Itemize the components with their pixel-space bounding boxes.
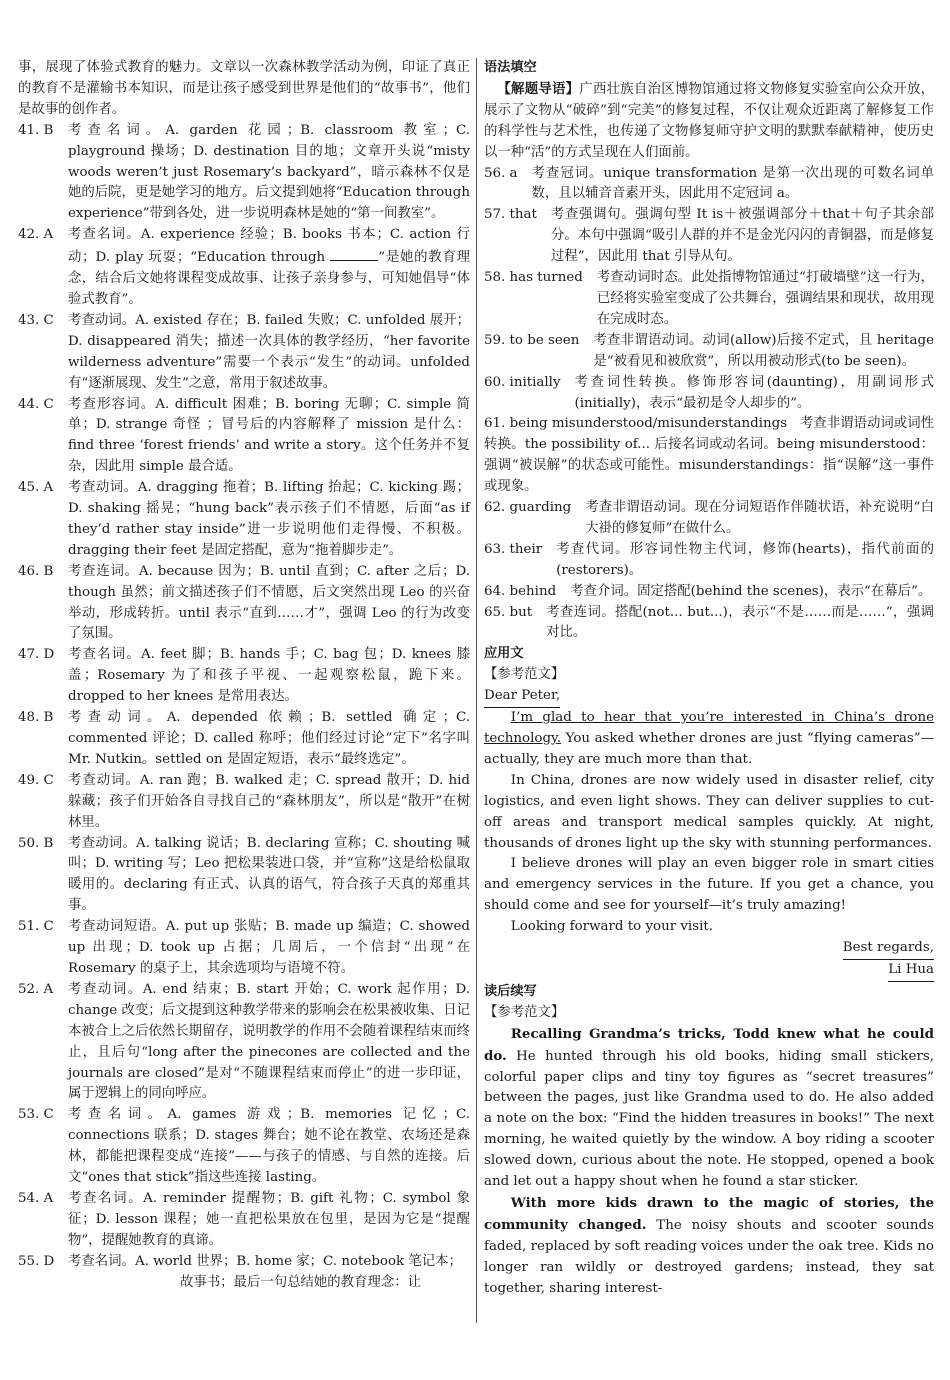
answer-46 (18, 562, 470, 646)
answer-explanation: 考查非谓语动词或词性转换。the possibility of... 后接名词或动名词。being misunderstood：强调“被误解”的状态或可能性。misunderstandings：指“误解”这一事件或现象。 (484, 416, 934, 495)
letter-paragraph-3: I believe drones will play an even bigger role in smart cities and emergency services in the future. If you get a chance, you should come and see for yourself—it’s truly amazing! (484, 856, 934, 914)
answer-number: 54. A (18, 1190, 54, 1206)
answer-explanation: 考查强调句。强调句型 It is＋被强调部分＋that＋句子其余部分。本句中强调“吸引人群的并不是金光闪闪的青铜器，而是修复过程”，因此用 that 引导从句。 (550, 207, 934, 265)
answer-50 (18, 834, 470, 918)
answer-explanation: 考查名词。A. reminder 提醒物；B. gift 礼物；C. symbol 象征；D. lesson 课程；她一直把松果放在包里，是因为它是“提醒物”，提醒她教育的真谛。 (68, 1190, 470, 1248)
section-heading-grammar: 语法填空 (484, 60, 537, 75)
letter-paragraph-2: In China, drones are now widely used in disaster relief, city logistics, and even light shows. They can deliver supplies to cut-off areas and transport medical samples quickly. At night, thousands of drones light up the sky with stunning performances. (484, 772, 934, 851)
answer-number: 42. A (18, 227, 54, 243)
answer-55 (18, 1252, 470, 1294)
answer-48 (18, 708, 470, 771)
answer-explanation: 考查名词。A. experience 经验；B. books 书本；C. action 行动；D. play 玩耍；“Education through ”是她的教育理念，结合后文她将课程变成故事、让孩子亲身参与，可知她倡导“体验式教育”。 (68, 227, 470, 307)
answer-explanation: 考查动词。A. existed 存在；B. failed 失败；C. unfolded 展开；D. disappeared 消失；描述一次具体的教学经历，“her favorite wilderness adventure”需要一个表示“发生”的动词。unfolded 有“逐渐展现、发生”之意，常用于叙述故事。 (68, 312, 470, 391)
answer-explanation: 考查动词。A. ran 跑；B. walked 走；C. spread 散开；D. hid 躲藏；孩子们开始各自寻找自己的“森林朋友”，所以是“散开”在树林里。 (68, 772, 470, 830)
answer-49 (18, 771, 470, 834)
column-divider (476, 58, 477, 1323)
section-heading-continuation: 读后续写 (484, 983, 537, 999)
answer-53 (18, 1105, 470, 1189)
letter-closing: Best regards, (484, 938, 934, 960)
answer-59 (484, 331, 934, 373)
letter-signature: Li Hua (484, 960, 934, 982)
answer-number: 50. B (18, 835, 54, 851)
answer-64 (484, 582, 934, 603)
letter-paragraph-4: Looking forward to your visit. (510, 919, 714, 935)
answer-explanation: 考查形容词。A. difficult 困难；B. boring 无聊；C. simple 简单；D. strange 奇怪 ；冒号后的内容解释了 mission 是什么：find three ‘forest friends’ and write a story。这个任务并不复杂，因此用 simple 最合适。 (68, 396, 470, 475)
answer-explanation: 考查动词。A. end 结束；B. start 开始；C. work 起作用；D. change 改变；后文提到这种教学带来的影响会在松果被收集、日记本被合上之后依然长期留存，说明教学的作用不会随着课程结束而终止，且后句“long after the pinecones are collected and the journals are closed”是对“不随课程结束而停止”的进一步印证，属于逻辑上的同向呼应。 (68, 981, 470, 1102)
answer-explanation: 考查介词。固定搭配(behind the scenes)，表示“在幕后”。 (570, 583, 932, 599)
answer-56 (484, 164, 934, 206)
answer-number: 47. D (18, 647, 55, 663)
answer-44 (18, 395, 470, 479)
answer-number: 45. A (18, 480, 54, 496)
reference-label: 【参考范文】 (484, 1004, 565, 1020)
intro-paragraph: 事，展现了体验式教育的魅力。文章以一次森林教学活动为例，印证了真正的教育不是灌输书本知识，而是让孩子感受到世界是他们的“故事书”，他们是故事的创作者。 (18, 60, 470, 117)
answer-number: 53. C (18, 1107, 54, 1123)
answer-number: 41. B (18, 122, 54, 138)
answer-number: 43. C (18, 312, 54, 328)
answer-explanation: 考查连词。A. because 因为；B. until 直到；C. after 之后；D. though 虽然；前文描述孩子们不情愿，后文突然出现 Leo 的兴奋举动，形成转折。until 表示“直到……才”，强调 Leo 的行为改变了氛围。 (68, 563, 470, 642)
answer-45 (18, 478, 470, 562)
answer-explanation: 考查名词。A. feet 脚；B. hands 手；C. bag 包；D. knees 膝盖；Rosemary 为了和孩子平视、一起观察松鼠，跪下来。dropped to her knees 是常用表达。 (68, 647, 470, 705)
answer-52 (18, 980, 470, 1105)
answer-number: 59. to be seen (484, 332, 580, 348)
answer-number: 55. D (18, 1253, 55, 1269)
answer-number: 58. has turned (484, 270, 583, 286)
answer-57 (484, 205, 934, 268)
guide-paragraph: 【解题导语】广西壮族自治区博物馆通过将文物修复实验室向公众开放，展示了文物从“破碎”到“完美”的修复过程，不仅让观众近距离了解修复工作的科学性与艺术性，也传递了文物修复师守护文明的默默奉献精神，使历史以一种“活”的方式呈现在人们面前。 (484, 80, 935, 160)
answer-62 (484, 498, 934, 540)
answer-47 (18, 645, 470, 708)
blank-line (330, 246, 378, 261)
answer-58 (484, 268, 934, 331)
answer-explanation: 考查动词。A. talking 说话；B. declaring 宣称；C. shouting 喊叫；D. writing 写；Leo 把松果装进口袋，并“宣称”这是给松鼠取暖用的。declaring 有正式、认真的语气，符合孩子天真的郑重其事。 (68, 835, 470, 914)
guide-label: 【解题导语】 (497, 80, 580, 97)
left-column (18, 58, 470, 1293)
section-heading-application: 应用文 (484, 646, 524, 662)
reference-label: 【参考范文】 (484, 667, 565, 683)
answer-61 (484, 414, 934, 498)
answer-number: 57. that (484, 207, 537, 223)
answer-54 (18, 1189, 470, 1252)
answer-explanation: 考查动词短语。A. put up 张贴；B. made up 编造；C. showed up 出现；D. took up 占据；几周后，一个信封“出现”在 Rosemary 的桌子上，其余选项均与语境不符。 (68, 919, 470, 976)
answer-explanation: 考查名词。A. world 世界；B. home 家；C. notebook 笔记本； 故事书；最后一句总结她的教育理念：让 (68, 1253, 462, 1290)
answer-number: 60. initially (484, 374, 561, 390)
letter-salutation: Dear Peter, (484, 686, 934, 708)
answer-explanation: 考查名词。A. garden 花园；B. classroom 教室；C. playground 操场；D. destination 目的地；文章开头说“misty woods weren’t just Rosemary’s backyard”，暗示森林不仅是她的后院，更是她学习的地方。后文提到她将“Education through experience”带到各处，进一步说明森林是她的“第一间教室”。 (68, 122, 471, 222)
answer-number: 44. C (18, 396, 54, 412)
answer-number: 52. A (18, 981, 54, 997)
answer-number: 51. C (18, 919, 54, 935)
answer-explanation: 考查名词。A. games 游戏；B. memories 记忆；C. connections 联系；D. stages 舞台；她不论在教堂、农场还是森林，都能把课程变成“连接”——与孩子的情感、与自然的连接。后文“ones that stick”指这些连接 lasting。 (68, 1107, 470, 1186)
answer-65 (484, 603, 934, 645)
answer-number: 48. B (18, 710, 54, 726)
continuation-paragraph-2: With more kids drawn to the magic of stories, the community changed. The noisy shouts and scooter sounds faded, replaced by soft reading voices under the oak tree. Kids no longer ran wildly or destroyed gardens; instead, they sat together, sharing interest- (484, 1194, 934, 1296)
answer-41 (18, 121, 470, 226)
answer-number: 63. their (484, 541, 543, 557)
answer-42 (18, 225, 470, 311)
answer-number: 49. C (18, 772, 54, 788)
answer-explanation: 考查非谓语动词。现在分词短语作伴随状语，补充说明“白大褂的修复师”在做什么。 (585, 500, 934, 536)
answer-43 (18, 311, 470, 395)
answer-explanation: 考查词性转换。修饰形容词(daunting)，用副词形式(initially)，表示“最初是令人却步的”。 (574, 374, 934, 411)
answer-number: 65. but (484, 604, 533, 620)
answer-63 (484, 540, 934, 582)
answer-explanation: 考查动词时态。此处指博物馆通过“打破墙壁”这一行为，已经将实验室变成了公共舞台，强调结果和现状，故用现在完成时态。 (596, 270, 934, 327)
answer-explanation: 考查代词。形容词性物主代词，修饰(hearts)，指代前面的(restorers)。 (556, 541, 934, 578)
answer-number: 46. B (18, 563, 54, 579)
answer-number: 64. behind (484, 583, 557, 599)
answer-explanation: 考查冠词。unique transformation 是第一次出现的可数名词单数，且以辅音音素开头，因此用不定冠词 a。 (531, 165, 934, 202)
answer-number: 62. guarding (484, 500, 572, 516)
right-column (484, 58, 934, 1299)
continuation-paragraph-1: Recalling Grandma’s tricks, Todd knew what he could do. He hunted through his old books, hiding small stickers, colorful paper clips and tiny toy figures as “secret treasures” between the pages, just like Grandma used to do. He also added a note on the box: “Find the hidden treasures in books!” The next morning, he waited quietly by the window. A boy riding a scooter slowed down, curious about the note. He stopped, opened a book and let out a happy shout when he found a star sticker. (484, 1025, 934, 1190)
answer-51 (18, 917, 470, 980)
answer-60 (484, 373, 934, 415)
answer-explanation: 考查动词。A. depended 依赖；B. settled 确定；C. commented 评论；D. called 称呼；他们经过讨论“定下”名字叫 Mr. Nutkin。settled on 是固定短语，表示“最终选定”。 (68, 710, 470, 767)
answer-explanation: 考查连词。搭配(not... but...)，表示“不是……而是……”，强调对比。 (546, 604, 934, 641)
answer-number: 61. being misunderstood/misunderstandings (484, 416, 788, 432)
letter-paragraph-1: I’m glad to hear that you’re interested in China’s drone technology. You asked whether drones are just “flying cameras”—actually, they are much more than that. (484, 710, 934, 767)
answer-number: 56. a (484, 165, 518, 181)
answer-explanation: 考查非谓语动词。动词(allow)后接不定式，且 heritage 是“被看见和被欣赏”，所以用被动形式(to be seen)。 (593, 332, 934, 369)
answer-explanation: 考查动词。A. dragging 拖着；B. lifting 抬起；C. kicking 踢；D. shaking 摇晃；“hung back”表示孩子们不情愿，后面“as if they’d rather stay inside”进一步说明他们走得慢、不积极。dragging their feet 是固定搭配，意为“拖着脚步走”。 (68, 480, 470, 558)
